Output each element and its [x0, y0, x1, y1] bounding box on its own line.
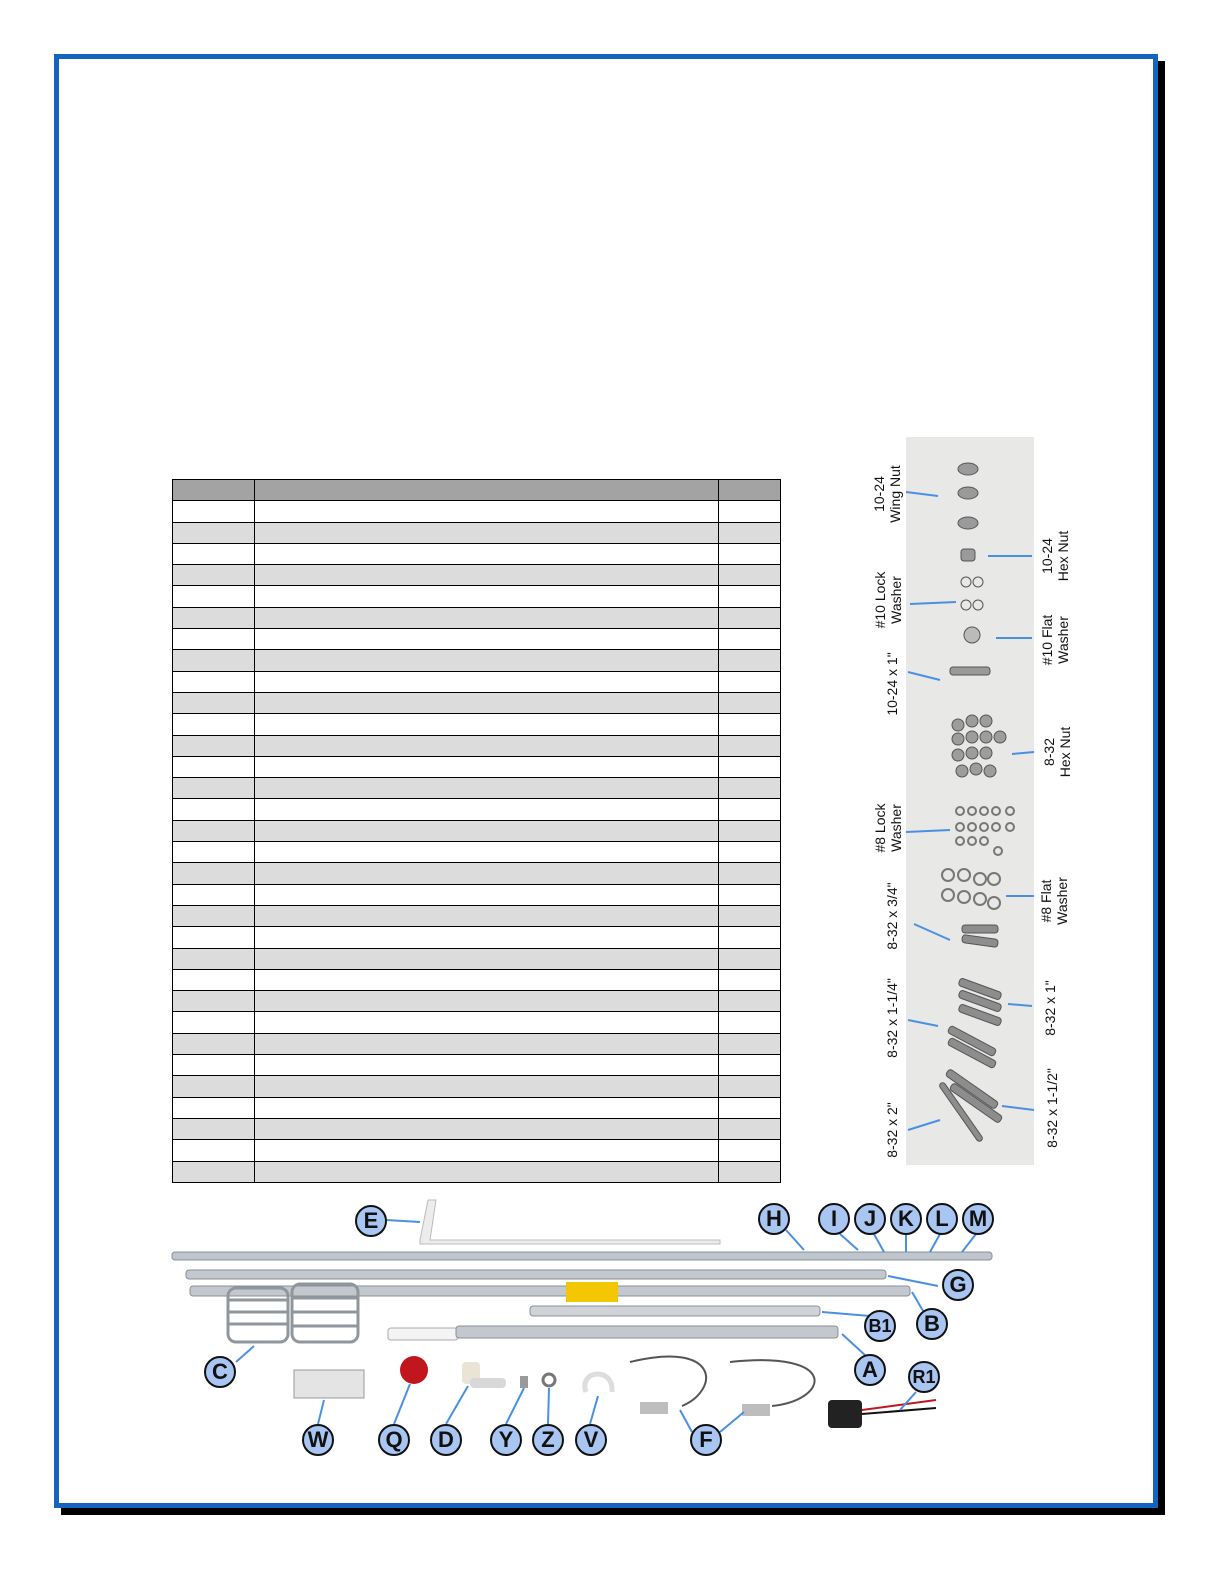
label-bolt-8-32x2: 8-32 x 2" — [884, 1102, 900, 1158]
part-bubble-e: E — [355, 1205, 387, 1237]
part-bubble-g: G — [942, 1269, 974, 1301]
part-bubble-h: H — [758, 1203, 790, 1235]
part-bubble-a: A — [854, 1354, 886, 1386]
part-bubble-b1: B1 — [864, 1310, 896, 1342]
label-bolt-8-32x1-1-4: 8-32 x 1-1/4" — [884, 978, 900, 1058]
part-bubble-q: Q — [378, 1424, 410, 1456]
label-bolt-8-32x1: 8-32 x 1" — [1042, 980, 1058, 1036]
part-bubble-j: J — [854, 1203, 886, 1235]
part-bubble-i: I — [818, 1203, 850, 1235]
part-bubble-v: V — [575, 1424, 607, 1456]
label-bolt-8-32x3-4: 8-32 x 3/4" — [884, 882, 900, 950]
label-bolt-10-24x1: 10-24 x 1" — [884, 652, 900, 716]
part-bubble-l: L — [926, 1203, 958, 1235]
label-hex-nut-8: 8-32 Hex Nut — [1041, 726, 1073, 778]
part-bubble-z: Z — [532, 1424, 564, 1456]
part-bubble-b: B — [916, 1308, 948, 1340]
part-bubble-c: C — [204, 1356, 236, 1388]
label-lock-washer-8: #8 Lock Washer — [872, 803, 904, 853]
part-bubble-d: D — [430, 1424, 462, 1456]
part-bubble-k: K — [890, 1203, 922, 1235]
label-wing-nut: 10-24 Wing Nut — [871, 465, 903, 523]
part-bubble-f: F — [690, 1424, 722, 1456]
part-bubble-w: W — [302, 1424, 334, 1456]
label-lock-washer-10: #10 Lock Washer — [872, 571, 904, 629]
part-bubble-m: M — [962, 1203, 994, 1235]
label-bolt-8-32x1-1-2: 8-32 x 1-1/2" — [1044, 1068, 1060, 1148]
label-hex-nut-10: 10-24 Hex Nut — [1039, 530, 1071, 582]
label-flat-washer-8: #8 Flat Washer — [1038, 877, 1070, 925]
part-bubble-r1: R1 — [908, 1361, 940, 1393]
label-flat-washer-10: #10 Flat Washer — [1039, 614, 1071, 666]
part-bubble-y: Y — [490, 1424, 522, 1456]
